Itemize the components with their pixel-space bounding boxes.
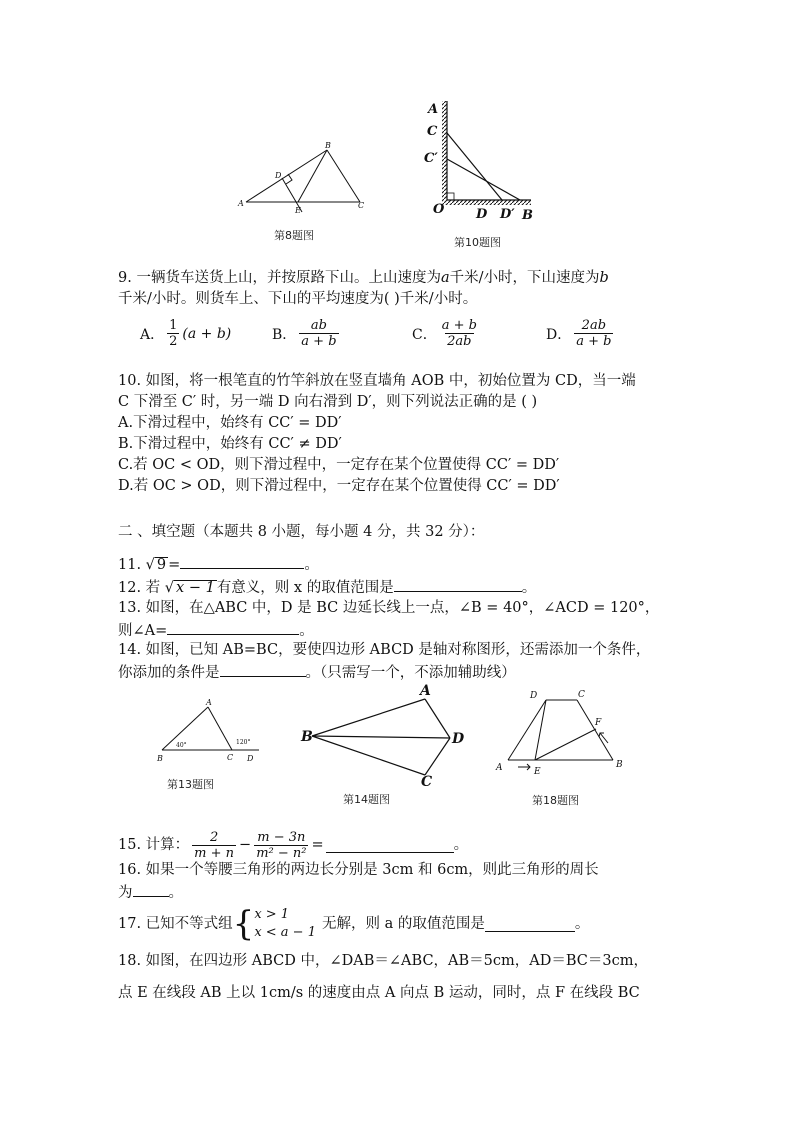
q9-text-b: 千米/小时，下山速度为 [449,270,600,286]
q17-answer-blank[interactable] [485,916,575,932]
fraction-denominator: a + b [301,334,337,349]
q17-inequality-system [233,906,316,942]
figure-18 [490,685,630,780]
fig14-label-c: C [421,774,433,788]
q11-radicand: 9 [156,557,167,573]
fig14-label-d: D [452,731,465,747]
fig10-label-d-prime: D′ [500,207,515,222]
fig8-label-d: D [275,171,282,180]
q16-line1: 16. 如果一个等腰三角形的两边长分别是 3cm 和 6cm，则此三角形的周长 [118,862,599,878]
q14-line1: 14. 如图，已知 AB=BC，要使四边形 ABCD 是轴对称图形，还需添加一个条件， [118,642,651,658]
q9-option-d-label: D． [546,326,572,343]
q15-answer-blank[interactable] [326,837,454,853]
q13-end: 。 [299,623,314,639]
q17-prefix: 17. 已知不等式组 [118,916,233,932]
q17-row-2: x < a − 1 [254,925,316,940]
fraction-numerator: ab [310,318,327,333]
q12 [118,576,536,598]
fraction-denominator: a + b [576,334,612,349]
brace-icon: { [232,904,255,944]
q9-option-b-fraction [299,318,338,349]
q9-option-a [140,318,231,349]
q16-end: 。 [168,885,183,901]
fraction-numerator: 1 [169,318,178,333]
q17-row-1: x > 1 [254,907,290,922]
fig10-label-a: A [428,102,439,117]
q17-mid: 无解，则 a 的取值范围是 [321,916,485,932]
q12-mid: 有意义，则 x 的取值范围是 [216,580,394,596]
figure-10 [420,95,540,225]
figure-14 [298,683,473,788]
q9-line2: 千米/小时。则货车上、下山的平均速度为( )千米/小时。 [118,291,478,307]
q9-option-a-tail: (a + b) [182,325,232,342]
q10-option-d: D.若 OC > OD，则下滑过程中，一定存在某个位置使得 CC′ = DD′ [118,478,560,494]
fraction-denominator: 2ab [447,334,472,349]
fig13-caption: 第13题图 [167,778,214,791]
q9-option-c-fraction [440,318,479,349]
q17 [118,904,589,944]
q9-option-a-fraction [167,318,179,349]
fig13-angle-b: 40° [176,742,187,749]
q15-end: 。 [453,837,469,853]
fraction-denominator: m² − n² [256,845,307,861]
q15-equals: = [311,837,324,853]
fig13-label-b: B [157,754,163,763]
q10-option-a: A.下滑过程中，始终有 CC′ = DD′ [118,415,342,431]
fraction-denominator: 2 [169,334,178,349]
q18-line1: 18. 如图，在四边形 ABCD 中，∠DAB＝∠ABC，AB＝5cm，AD＝BC＝3cm， [118,953,648,969]
fig8-label-b: B [325,141,331,150]
q11-answer-blank[interactable] [180,553,304,569]
q12-end: 。 [521,580,537,596]
q14-prefix: 你添加的条件是 [118,665,220,681]
fig13-angle-c: 120° [236,739,251,746]
q10-line2: C 下滑至 C′ 时，另一端 D 向右滑到 D′，则下列说法正确的是 ( ) [118,394,538,410]
fig18-caption: 第18题图 [532,794,579,807]
fraction-numerator: 2 [209,829,219,845]
q9-option-c-label: C． [412,326,437,343]
fig10-label-d: D [476,207,488,222]
fig10-label-c-prime: C′ [424,151,438,166]
fig14-caption: 第14题图 [343,793,390,806]
q15-fraction-2 [254,830,308,861]
fig10-caption: 第10题图 [454,236,501,249]
q13-line1: 13. 如图，在△ABC 中，D 是 BC 边延长线上一点，∠B = 40°，∠ACD = 120°， [118,600,660,616]
fig8-label-e: E [295,206,301,215]
q10-option-b: B.下滑过程中，始终有 CC′ ≠ DD′ [118,436,342,452]
q16-line2 [118,881,183,903]
q9-option-b-label: B． [272,326,297,343]
section-2-title: 二 、填空题（本题共 8 小题，每小题 4 分，共 32 分）： [118,524,485,540]
q9-line1 [118,268,609,288]
q9-option-c [412,318,482,349]
fig10-label-b: B [522,208,533,223]
q9-var-b: b [599,270,609,286]
fig18-label-c: C [578,690,585,700]
q9-option-d-fraction [574,318,613,349]
fig8-label-c: C [358,201,365,210]
q9-text-a: 9. 一辆货车送货上山，并按原路下山。上山速度为 [118,270,441,286]
q13-line2 [118,619,314,641]
q15-minus: − [239,837,252,853]
fig8-label-a: A [238,199,244,208]
q10-option-c: C.若 OC < OD，则下滑过程中，一定存在某个位置使得 CC′ = DD′ [118,457,560,473]
fig13-label-c: C [227,753,234,762]
fig10-label-o: O [433,202,445,217]
figure-13 [154,695,264,770]
q15 [118,826,468,864]
q18-line2: 点 E 在线段 AB 上以 1cm/s 的速度由点 A 向点 B 运动，同时，点 F 在线段 BC [118,985,640,1001]
fig10-label-c: C [427,124,438,139]
q15-fraction-1 [192,830,236,861]
q16-answer-blank[interactable] [133,881,169,897]
fig18-label-b: B [616,760,623,770]
fig18-label-f: F [595,718,602,728]
sqrt-sign: √ [145,557,155,573]
q11-prefix: 11. [118,557,142,573]
fig13-label-d: D [247,754,254,763]
q12-prefix: 12. 若 [118,580,161,596]
q13-prefix: 则∠A= [118,623,168,639]
q17-end: 。 [574,916,590,932]
fig18-label-e: E [534,767,541,777]
fraction-numerator: m − 3n [257,829,306,845]
fig18-label-d: D [530,691,538,701]
q9-option-b [272,318,342,349]
q9-option-d [546,318,616,349]
q9-var-a: a [440,270,450,286]
q14-line2 [118,661,516,683]
fraction-numerator: 2ab [581,318,607,333]
fig18-label-a: A [496,763,503,773]
q11 [118,553,319,575]
q15-prefix: 15. 计算： [118,837,190,853]
fig13-label-a: A [206,698,212,707]
q16-prefix: 为 [118,885,133,901]
q12-radicand: x − 1 [176,580,215,596]
q10-line1: 10. 如图，将一根笔直的竹竿斜放在竖直墙角 AOB 中，初始位置为 CD，当一端 [118,373,636,389]
q13-answer-blank[interactable] [167,619,299,635]
fraction-numerator: a + b [441,318,477,333]
q17-rows [254,906,316,942]
q11-equals: = [168,557,181,573]
q14-answer-blank[interactable] [220,661,306,677]
q12-answer-blank[interactable] [394,576,522,592]
q9-option-a-label: A． [140,326,165,343]
sqrt-sign: √ [164,580,175,596]
fraction-denominator: m + n [194,845,235,861]
q11-end: 。 [304,557,319,573]
q14-suffix: 。（只需写一个，不添加辅助线） [305,665,516,681]
fig14-label-b: B [301,729,313,745]
fig8-caption: 第8题图 [274,229,314,242]
fig14-label-a: A [420,683,431,699]
figure-8 [232,140,372,220]
